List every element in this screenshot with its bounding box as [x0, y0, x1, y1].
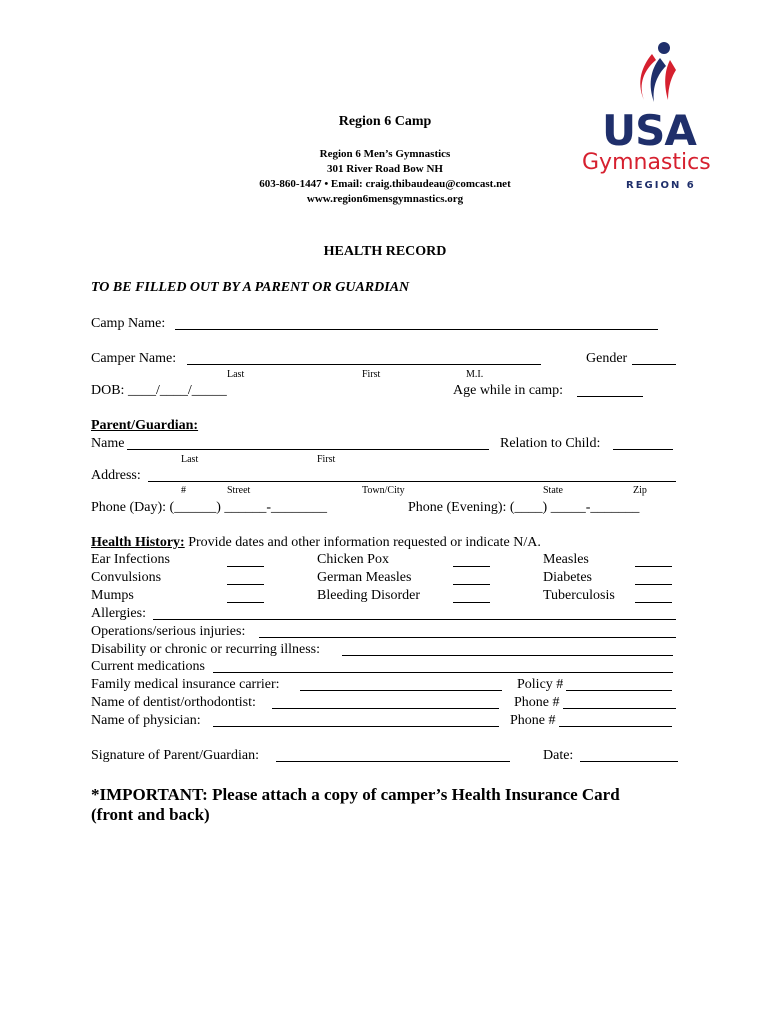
policy-field[interactable]: [566, 690, 672, 691]
org-website: www.region6mensgymnastics.org: [306, 193, 464, 205]
dentist-field[interactable]: [272, 708, 499, 709]
addr-sublabel-number: #: [181, 485, 186, 496]
condition-field[interactable]: [635, 602, 672, 603]
org-name: Region 6 Men’s Gymnastics: [319, 148, 451, 160]
physician-phone-field[interactable]: [559, 726, 672, 727]
condition-field[interactable]: [453, 584, 490, 585]
camper-sublabel-mi: M.I.: [466, 369, 484, 380]
org-address: 301 River Road Bow NH: [327, 163, 443, 175]
pg-sublabel-last: Last: [181, 454, 199, 465]
pg-name-field[interactable]: [127, 449, 489, 450]
age-field[interactable]: [577, 396, 643, 397]
pg-sublabel-first: First: [317, 454, 336, 465]
camper-sublabel-last: Last: [227, 369, 245, 380]
condition-label: Bleeding Disorder: [317, 588, 421, 603]
condition-label: Mumps: [91, 588, 134, 603]
condition-field[interactable]: [227, 602, 264, 603]
gymnast-figure-icon: [578, 40, 730, 110]
allergies-field[interactable]: [153, 619, 676, 620]
dob-field[interactable]: DOB: ____/____/_____: [91, 383, 227, 398]
addr-sublabel-state: State: [543, 485, 563, 496]
gender-field[interactable]: [632, 364, 676, 365]
logo-wordmark: USA: [602, 106, 696, 155]
gender-label: Gender: [586, 351, 628, 366]
relation-field[interactable]: [613, 449, 673, 450]
medications-field[interactable]: [213, 672, 673, 673]
physician-label: Name of physician:: [91, 713, 201, 728]
addr-sublabel-street: Street: [227, 485, 251, 496]
addr-sublabel-zip: Zip: [633, 485, 647, 496]
signature-label: Signature of Parent/Guardian:: [91, 748, 259, 763]
condition-field[interactable]: [635, 584, 672, 585]
condition-field[interactable]: [453, 566, 490, 567]
physician-phone-label: Phone #: [510, 713, 556, 728]
condition-label: German Measles: [317, 570, 412, 585]
health-history-heading: Health History:: [91, 535, 185, 550]
address-field[interactable]: [148, 481, 676, 482]
instruction: TO BE FILLED OUT BY A PARENT OR GUARDIAN: [91, 280, 410, 295]
medications-label: Current medications: [91, 659, 205, 674]
condition-label: Measles: [543, 552, 589, 567]
health-history-instructions: Provide dates and other information requested or indicate N/A.: [184, 535, 541, 550]
health-history-intro: [91, 535, 541, 551]
phone-day-field[interactable]: Phone (Day): (______) ______-________: [91, 500, 328, 515]
relation-label: Relation to Child:: [500, 436, 601, 451]
operations-label: Operations/serious injuries:: [91, 624, 246, 639]
camper-sublabel-first: First: [362, 369, 381, 380]
logo-subtitle: Gymnastics: [582, 150, 711, 175]
dentist-phone-field[interactable]: [563, 708, 676, 709]
condition-label: Convulsions: [91, 570, 162, 585]
policy-label: Policy #: [517, 677, 564, 692]
phone-evening-field[interactable]: Phone (Evening): (____) _____-_______: [408, 500, 640, 515]
important-note-line2: (front and back): [91, 805, 210, 824]
logo-region: REGION 6: [626, 180, 696, 191]
dentist-phone-label: Phone #: [514, 695, 560, 710]
camper-name-field[interactable]: [187, 364, 541, 365]
operations-field[interactable]: [259, 637, 676, 638]
doc-title: HEALTH RECORD: [323, 244, 447, 259]
camp-title: Region 6 Camp: [338, 114, 432, 129]
condition-field[interactable]: [227, 566, 264, 567]
camp-name-field[interactable]: [175, 329, 658, 330]
usa-gymnastics-logo: [578, 40, 730, 200]
parent-guardian-heading: Parent/Guardian:: [91, 418, 199, 433]
address-label: Address:: [91, 468, 141, 483]
age-label: Age while in camp:: [453, 383, 564, 398]
condition-field[interactable]: [635, 566, 672, 567]
disability-field[interactable]: [342, 655, 673, 656]
condition-label: Tuberculosis: [543, 588, 615, 603]
addr-sublabel-town: Town/City: [362, 485, 405, 496]
insurance-field[interactable]: [300, 690, 502, 691]
condition-label: Ear Infections: [91, 552, 170, 567]
org-contact: 603-860-1447 • Email: craig.thibaudeau@comcast.net: [259, 178, 511, 190]
camp-name-label: Camp Name:: [91, 316, 166, 331]
condition-label: Chicken Pox: [317, 552, 389, 567]
insurance-label: Family medical insurance carrier:: [91, 677, 280, 692]
condition-field[interactable]: [453, 602, 490, 603]
important-note-line1: *IMPORTANT: Please attach a copy of camper’s Health Insurance Card: [91, 785, 620, 804]
allergies-label: Allergies:: [91, 606, 146, 621]
camper-name-label: Camper Name:: [91, 351, 177, 366]
date-label: Date:: [543, 748, 574, 763]
condition-field[interactable]: [227, 584, 264, 585]
signature-field[interactable]: [276, 761, 510, 762]
disability-label: Disability or chronic or recurring illness:: [91, 642, 320, 657]
date-field[interactable]: [580, 761, 678, 762]
pg-name-label: Name: [91, 436, 125, 451]
dentist-label: Name of dentist/orthodontist:: [91, 695, 256, 710]
condition-label: Diabetes: [543, 570, 592, 585]
physician-field[interactable]: [213, 726, 499, 727]
